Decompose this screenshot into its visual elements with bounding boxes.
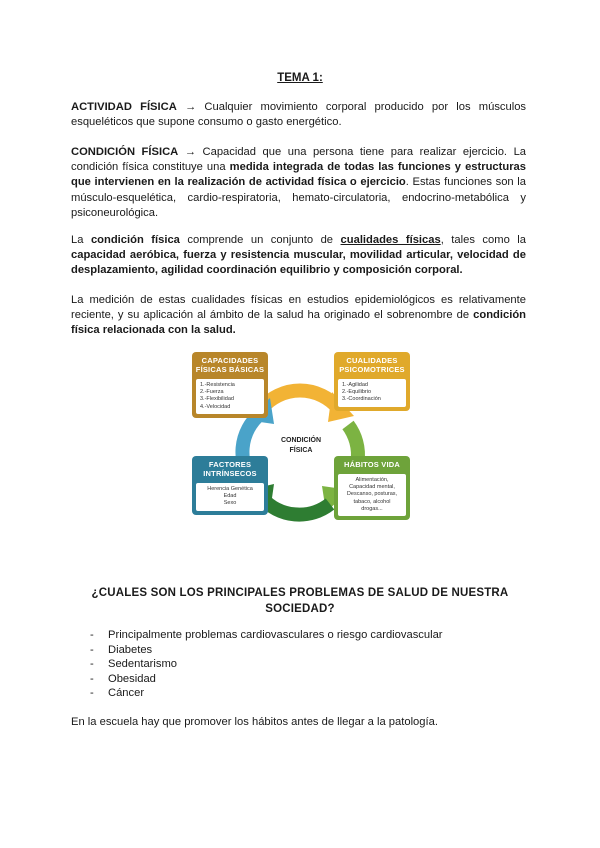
paragraph-condicion-fisica [71,145,526,221]
box-item: 3.-Flexibilidad [200,396,234,403]
bold-segment: capacidad aeróbica, fuerza y resistencia muscular, movilidad articular, velocidad de desplazamiento, agilidad coordinación equilibrio y composición corporal. [71,249,526,277]
box-item: Descanso, posturas, [346,491,398,498]
box-item: Edad [223,493,237,500]
box-item: 1.-Resistencia [200,382,235,388]
paragraph-cualidades [71,233,526,279]
list-item-text: Sedentarismo [108,658,178,671]
box-item: tabaco, alcohol [353,498,391,505]
box-cualidades-psicomotrices [334,352,410,411]
box-item: 2.-Fuerza [200,389,224,396]
box-item: Alimentación, [355,477,389,483]
list-item-text: Diabetes [108,643,153,656]
box-items [196,379,264,414]
diagram-center-label [278,436,324,456]
definition-actividad-fisica: Cualquier movimiento corporal producido por los músculos esqueléticos que supone consumo o gasto energético. [71,101,527,129]
box-title [334,456,410,474]
underlined-term: cualidades físicas [340,234,441,246]
list-bullet: - [90,643,94,656]
page-title: TEMA 1: [277,72,323,84]
term-actividad-fisica: ACTIVIDAD FÍSICA [71,101,177,113]
paragraph-actividad-fisica [71,100,526,130]
list-item [90,628,443,643]
question-line: SOCIEDAD? [265,603,335,615]
list-bullet: - [90,658,94,671]
list-item-text: Obesidad [108,672,156,685]
box-capacidades-fisicas [192,352,268,418]
box-title [334,352,410,379]
box-title-line: CAPACIDADES [201,356,259,365]
center-line: FÍSICA [289,447,313,454]
list-item-text: Principalmente problemas cardiovasculares o riesgo cardiovascular [108,629,443,641]
box-title [192,456,268,483]
box-item: 3.-Coordinación [342,396,381,403]
list-bullet: - [90,672,94,685]
list-item [90,643,443,658]
definition-text-b: . Estas funciones son la músculo-esquelética, cardio-respiratoria, hemato-circulatoria, endocrino-metabólica y psiconeurológica. [71,176,526,219]
arrow-bottom [262,498,330,515]
text-segment: La medición de estas cualidades físicas en estudios epidemiológicos es relativamente reciente, y su aplicación al ámbito de la salud ha originado el sobrenombre de [71,294,526,322]
box-item: 4.-Velocidad [200,403,231,410]
list-item [90,672,443,687]
list-bullet: - [90,629,94,641]
box-item: Capacidad mental, [349,484,395,491]
box-items [338,379,406,407]
box-item: 1.-Agilidad [342,382,368,388]
box-title [192,352,268,379]
center-line: CONDICIÓN [280,437,322,444]
box-title-line: FÍSICAS BÁSICAS [195,365,265,374]
box-title-line: CUALIDADES [346,356,398,365]
definition-text-a: Capacidad que una persona tiene para realizar ejercicio. La condición física constituye una [71,146,527,174]
box-title-line: HÁBITOS VIDA [343,460,401,469]
box-item: drogas... [361,505,383,512]
health-problems-list [90,628,443,701]
condicion-fisica-diagram [190,350,410,555]
text-segment: La [71,234,84,246]
box-items [338,474,406,516]
box-item: 2.-Equilibrio [342,389,372,396]
box-habitos-vida [334,456,410,520]
box-title-line: INTRÍNSECOS [203,469,257,478]
arrow-icon: → [184,146,196,158]
text-segment: , tales como la [440,234,526,246]
box-title-line: FACTORES [208,460,252,469]
list-bullet: - [90,687,94,700]
list-item [90,657,443,672]
box-item: Sexo [223,500,237,507]
box-factores-intrinsecos [192,456,268,515]
list-item [90,686,443,701]
bold-segment: condición física relacionada con la salud. [71,309,526,337]
box-title-line: PSICOMOTRICES [339,365,405,374]
term-condicion-fisica: CONDICIÓN FÍSICA [71,146,179,158]
box-item: Herencia Genética [207,486,253,492]
arrow-top [262,390,338,408]
paragraph-medicion [71,293,526,339]
closing-sentence: En la escuela hay que promover los hábitos antes de llegar a la patología. [71,716,438,728]
list-item-text: Cáncer [108,687,145,700]
arrow-icon: → [185,101,197,113]
question-line: ¿CUALES SON LOS PRINCIPALES PROBLEMAS DE SALUD DE NUESTRA [91,587,509,599]
definition-bold: medida integrada de todas las funciones y estructuras que intervienen en la realización de actividad física o ejercicio [71,161,527,189]
section-question [0,585,600,617]
bold-segment: condición física [90,234,180,246]
text-segment: comprende un conjunto de [187,234,334,246]
box-items [196,483,264,511]
